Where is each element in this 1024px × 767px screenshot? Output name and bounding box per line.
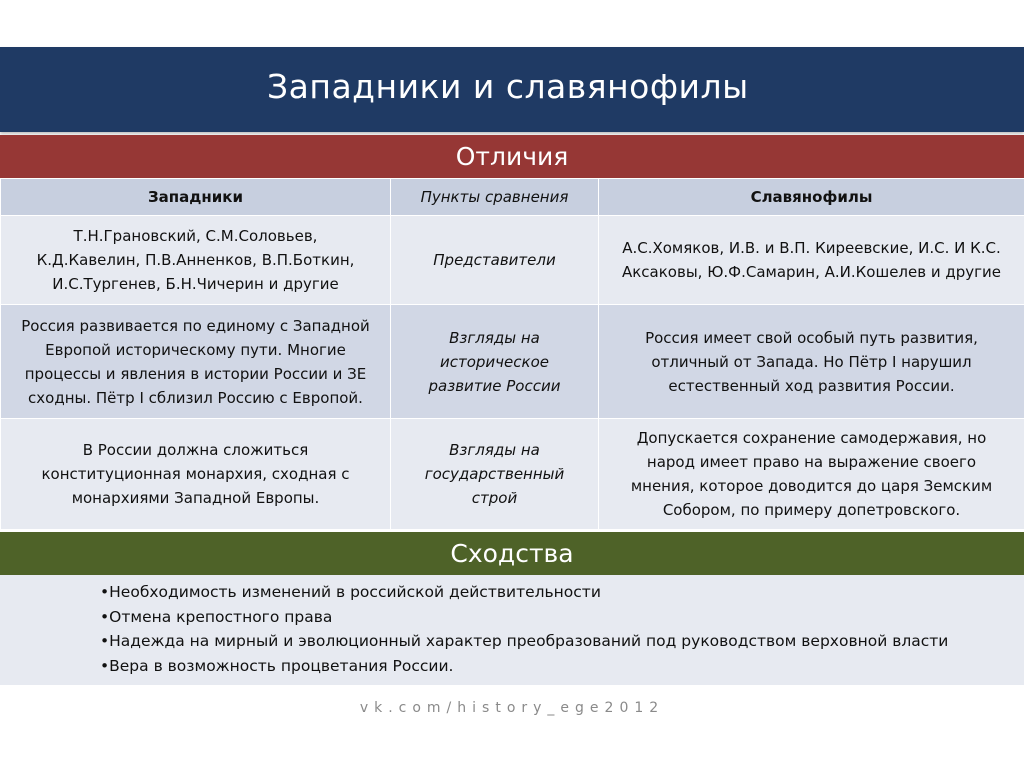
list-item: •Отмена крепостного права	[100, 607, 333, 626]
column-header-comparison-points: Пункты сравнения	[391, 179, 599, 216]
similarities-box	[0, 575, 1024, 685]
cell-comparison-point: Представители	[391, 216, 599, 305]
list-item: •Надежда на мирный и эволюционный характер преобразований под руководством верховной власти	[100, 632, 949, 650]
table-row	[1, 216, 1024, 305]
column-header-slavophiles: Славянофилы	[599, 179, 1024, 216]
similarities-heading: Сходства	[0, 532, 1024, 575]
footer-source-link: vk.com/history_ege2012	[359, 700, 665, 716]
cell-westernizers: Т.Н.Грановский, С.М.Соловьев, К.Д.Кавелин, П.В.Анненков, В.П.Боткин, И.С.Тургенев, Б.Н.Чичерин и другие	[1, 216, 391, 305]
cell-slavophiles: Допускается сохранение самодержавия, но народ имеет право на выражение своего мнения, которое доводится до царя Земским Собором, по примеру допетровского.	[599, 419, 1024, 530]
cell-westernizers: Россия развивается по единому с Западной Европой историческому пути. Многие процессы и явления в истории России и ЗЕ сходны. Пётр I сблизил Россию с Европой.	[1, 305, 391, 419]
similarities-list	[100, 580, 948, 678]
list-item: •Необходимость изменений в российской действительности	[100, 583, 601, 601]
cell-comparison-point: Взгляды на историческое развитие России	[391, 305, 599, 419]
table-row	[1, 305, 1024, 419]
differences-heading: Отличия	[0, 135, 1024, 178]
comparison-table	[0, 178, 1024, 530]
cell-slavophiles: А.С.Хомяков, И.В. и В.П. Киреевские, И.С. И К.С. Аксаковы, Ю.Ф.Самарин, А.И.Кошелев и другие	[599, 216, 1024, 305]
list-item: •Вера в возможность процветания России.	[100, 656, 454, 675]
table-header-row	[1, 179, 1024, 216]
table-row	[1, 419, 1024, 530]
column-header-westernizers: Западники	[1, 179, 391, 216]
cell-slavophiles: Россия имеет свой особый путь развития, отличный от Запада. Но Пётр I нарушил естественный ход развития России.	[599, 305, 1024, 419]
title-band	[0, 47, 1024, 132]
page-title: Западники и славянофилы	[267, 67, 749, 106]
cell-westernizers: В России должна сложиться конституционная монархия, сходная с монархиями Западной Европы.	[1, 419, 391, 530]
cell-comparison-point: Взгляды на государственный строй	[391, 419, 599, 530]
